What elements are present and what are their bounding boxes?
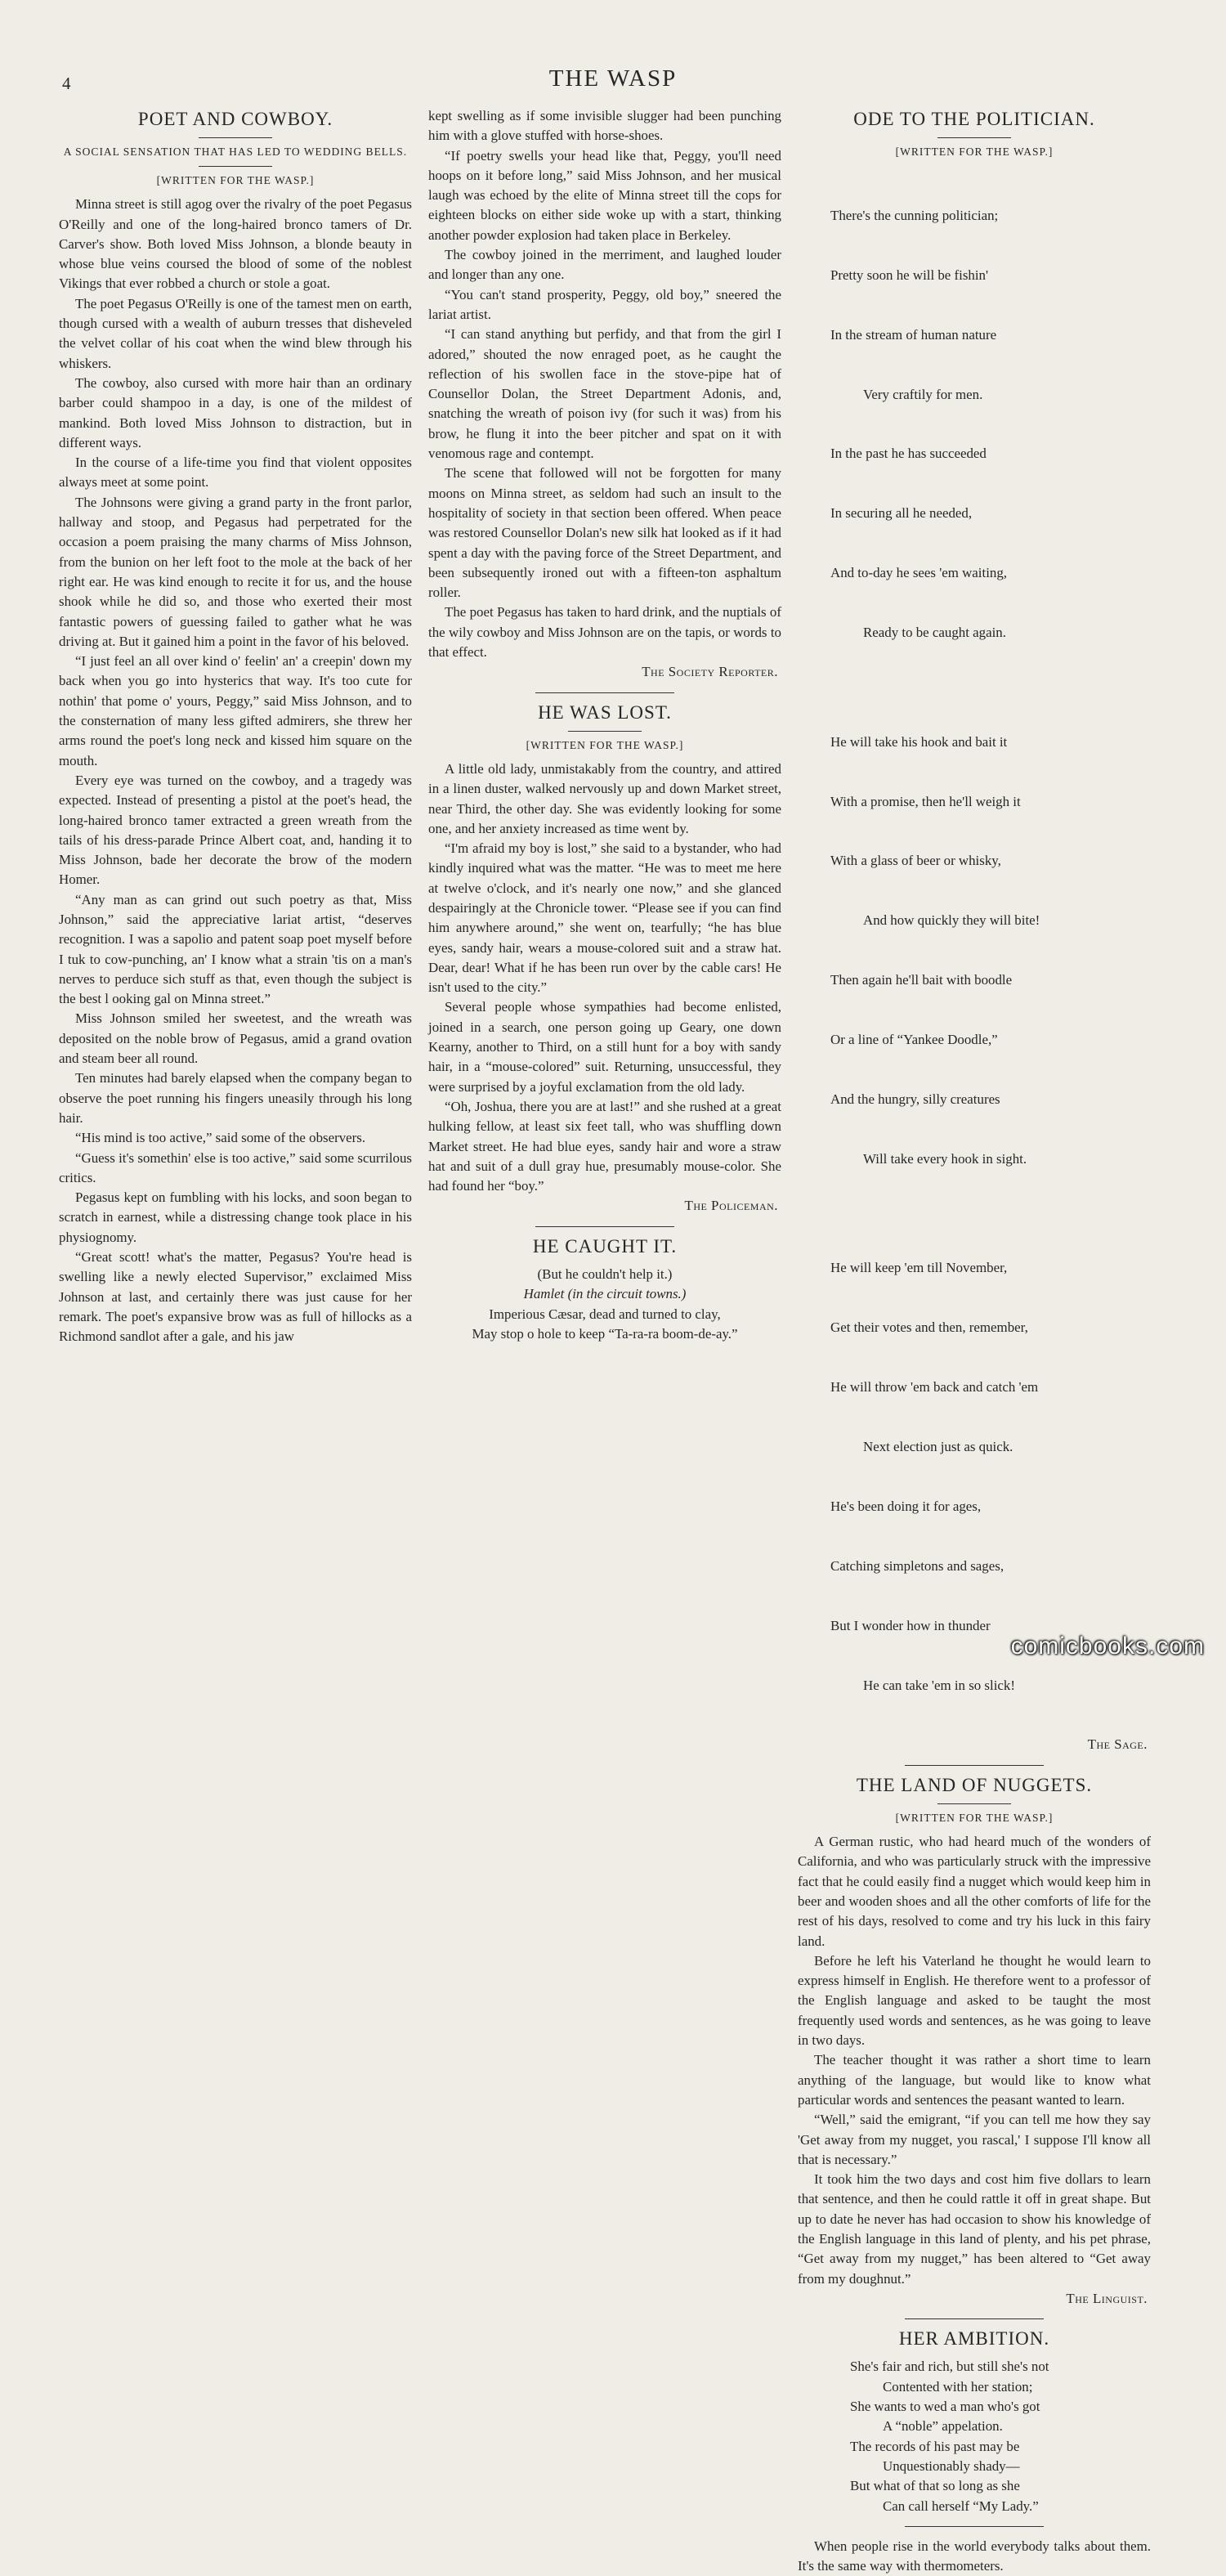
article-title: ODE TO THE POLITICIAN. xyxy=(853,109,1095,129)
verse-line: In securing all he needed, xyxy=(830,505,973,522)
verse-line: There's the cunning politician; xyxy=(830,207,999,223)
divider xyxy=(199,166,272,167)
paragraph: “His mind is too active,” said some of the observers. xyxy=(75,1130,366,1146)
paragraph: “I just feel an all over kind o' feelin' an' a creepin' down my back when you go into hysterics that way. It's too cute for nothin' that pome o' yours, Peggy,” said Miss Johnson, and to the consternation of many less gifted admirers, she threw her arms round the poet's long neck and kissed him square on the mouth. xyxy=(59,653,412,768)
divider xyxy=(199,137,272,138)
divider xyxy=(535,692,674,693)
verse-line: He can take 'em in so slick! xyxy=(863,1677,1015,1693)
signature: The Linguist. xyxy=(1066,2290,1148,2306)
verse-line: Pretty soon he will be fishin' xyxy=(830,267,989,283)
paragraph: Miss Johnson smiled her sweetest, and the wreath was deposited on the noble brow of Pegasus, amid a grand ovation and steam beer all round. xyxy=(59,1010,412,1067)
verse-line: A “noble” appelation. xyxy=(883,2418,1003,2435)
column-1 xyxy=(59,106,412,1347)
verse-line: Can call herself “My Lady.” xyxy=(883,2498,1039,2514)
watermark: comicbooks.com xyxy=(1010,1633,1205,1660)
article-title: HER AMBITION. xyxy=(898,2328,1050,2350)
verse-line: Or a line of “Yankee Doodle,” xyxy=(830,1032,998,1048)
column-3 xyxy=(798,106,1151,2576)
verse-line: And the hungry, silly creatures xyxy=(830,1091,1000,1107)
paragraph: Ten minutes had barely elapsed when the company began to observe the poet running his fingers uneasily through his long hair. xyxy=(59,1070,412,1126)
article-title: HE WAS LOST. xyxy=(538,701,672,723)
paragraph: The cowboy joined in the merriment, and laughed louder and longer than any one. xyxy=(428,247,781,283)
paragraph: The poet Pegasus has taken to hard drink, and the nuptials of the wily cowboy and Miss Johnson are on the tapis, or words to that effect. xyxy=(428,604,781,661)
verse-line: She wants to wed a man who's got xyxy=(850,2399,1040,2415)
poem xyxy=(830,166,1151,1735)
paragraph: “If poetry swells your head like that, Peggy, you'll need hoops on it before long,” said Miss Johnson, and her musical laugh was echoed by the elite of Minna street till the cops for eighteen blocks on either side woke up with a start, thinking another powder explosion had taken place in Berkeley. xyxy=(428,147,781,243)
paragraph: Every eye was turned on the cowboy, and a tragedy was expected. Instead of presenting a pistol at the poet's head, the long-haired bronco tamer extracted a green wreath from the tails of his dress-parade Prince Albert coat, and, handing it to Miss Johnson, bade her decorate the brow of the modern Homer. xyxy=(59,772,412,888)
verse-line: Then again he'll bait with boodle xyxy=(830,972,1013,988)
paragraph: “I can stand anything but perfidy, and that from the girl I adored,” shouted the now enraged poet, as he caught the reflection of his swollen face in the stove-pipe hat of Counsellor Dolan, the Street Department Adonis, and, snatching the wreath of poison ivy (for such it was) from his brow, he flung it into the beer pitcher and spat on it with venomous rage and contempt. xyxy=(428,326,781,462)
written-for-line: [WRITTEN FOR THE WASP.] xyxy=(895,146,1054,159)
divider xyxy=(905,2526,1044,2527)
paragraph: Pegasus kept on fumbling with his locks, and soon began to scratch in earnest, while a distressing change took place in his physiognomy. xyxy=(59,1189,412,1245)
paragraph: “Any man as can grind out such poetry as that, Miss Johnson,” said the appreciative lariat artist, “deserves recognition. I was a sapolio and patent soap poet myself before I tuk to cow-punching, an' I know what a strain 'tis on a man's nerves to perduce sich stuff as that, even though the subject is the best l ooking gal on Minna street.” xyxy=(59,891,412,1007)
verse-line: Catching simpletons and sages, xyxy=(830,1557,1005,1574)
written-for-line: [WRITTEN FOR THE WASP.] xyxy=(895,1812,1054,1825)
paragraph: Several people whose sympathies had become enlisted, joined in a search, one person going up Geary, one down Kearny, another to Third, on a still hunt for a boy with sandy hair, in a “mouse-colored” suit. Returning, unsuccessful, they were surprised by a joyful exclamation from the old lady. xyxy=(428,999,781,1095)
verse-line: Get their votes and then, remember, xyxy=(830,1319,1028,1336)
paragraph: “Guess it's somethin' else is too active,” said some scurrilous critics. xyxy=(59,1149,412,1185)
paragraph: A little old lady, unmistakably from the country, and attired in a linen duster, walked nervously up and down Market street, near Third, the other day. She was evidently looking for some one, and her anxiety increased as time went by. xyxy=(428,760,781,836)
verse-line: He's been doing it for ages, xyxy=(830,1498,982,1514)
page-number: 4 xyxy=(62,74,71,93)
divider xyxy=(535,1226,674,1227)
verse-line: With a promise, then he'll weigh it xyxy=(830,793,1021,809)
verse-line: The records of his past may be xyxy=(850,2438,1020,2454)
verse-line: Contented with her station; xyxy=(883,2378,1033,2395)
verse-line: Very craftily for men. xyxy=(863,386,983,402)
verse-line: May stop o hole to keep “Ta-ra-ra boom-de-ay.” xyxy=(472,1325,738,1342)
paragraph: In the course of a life-time you find that violent opposites always meet at some point. xyxy=(59,455,412,491)
poem xyxy=(850,2357,1151,2516)
divider xyxy=(905,2318,1044,2319)
stanza xyxy=(830,692,1151,1209)
written-for-line: [WRITTEN FOR THE WASP.] xyxy=(156,174,315,187)
verse-line: In the past he has succeeded xyxy=(830,446,987,462)
verse-line: Will take every hook in sight. xyxy=(863,1150,1027,1167)
divider xyxy=(568,731,642,732)
closing-paragraph: When people rise in the world everybody talks about them. It's the same way with thermometers. xyxy=(798,2538,1151,2574)
article-title: HE CAUGHT IT. xyxy=(532,1235,678,1257)
verse-line: Imperious Cæsar, dead and turned to clay, xyxy=(489,1306,721,1322)
verse-line: Unquestionably shady— xyxy=(883,2457,1020,2474)
paragraph: “I'm afraid my boy is lost,” she said to a bystander, who had kindly inquired what was the matter. “He was to meet me here at twelve o'clock, and it's nearly one now,” and she glanced despairingly at the Chronicle tower. “Please see if you can find him anywhere around,” she went on, tearfully; “he has blue eyes, sandy hair, wears a mouse-colored suit and a straw hat. Dear, dear! What if he has been run over by the cable cars! He isn't used to the city.” xyxy=(428,840,781,996)
divider xyxy=(937,137,1011,138)
column-2 xyxy=(428,106,781,1344)
verse-line: He will keep 'em till November, xyxy=(830,1260,1008,1276)
paragraph: Before he left his Vaterland he thought he would learn to express himself in English. He therefore went to a professor of the English language and asked to be taught the most frequently used words and sentences, as he was going to leave in two days. xyxy=(798,1952,1151,2049)
verse-line: And how quickly they will bite! xyxy=(863,912,1040,929)
signature: The Society Reporter. xyxy=(642,664,778,680)
verse-line: With a glass of beer or whisky, xyxy=(830,853,1001,869)
paragraph: “Great scott! what's the matter, Pegasus? You're head is swelling like a newly elected Supervisor,” exclaimed Miss Johnson at last, and certainly there was just cause for her remark. The poet's expansive brow was as full of hillocks as a Richmond sandlot after a gale, and his jaw xyxy=(59,1249,412,1345)
verse-line: He will throw 'em back and catch 'em xyxy=(830,1379,1039,1396)
paragraph: The teacher thought it was rather a short time to learn anything of the language, but would like to know what particular words and sentences the peasant wanted to learn. xyxy=(798,2052,1151,2108)
caption-line: (But he couldn't help it.) xyxy=(537,1266,673,1283)
article-subtitle: A SOCIAL SENSATION THAT HAS LED TO WEDDING BELLS. xyxy=(63,146,408,159)
paragraph: kept swelling as if some invisible slugger had been punching him with a glove stuffed with horse-shoes. xyxy=(428,108,781,144)
verse-line: She's fair and rich, but still she's not xyxy=(850,2359,1049,2375)
divider xyxy=(905,1765,1044,1766)
verse-line: But I wonder how in thunder xyxy=(830,1617,991,1633)
signature: The Sage. xyxy=(1087,1736,1148,1753)
article-title: POET AND COWBOY. xyxy=(137,109,333,129)
paragraph: It took him the two days and cost him five dollars to learn that sentence, and then he could rattle it off in great shape. But up to date he never has had occasion to show his knowledge of the English language in this land of plenty, and his pet phrase, “Get away from my nugget,” has been altered to “Get away from my doughnut.” xyxy=(798,2171,1151,2287)
verse-line: Ready to be caught again. xyxy=(863,625,1006,641)
signature: The Policeman. xyxy=(684,1198,778,1214)
paragraph: The poet Pegasus O'Reilly is one of the tamest men on earth, though cursed with a wealth of auburn tresses that disheveled the velvet collar of his coat when the wind blew through his whiskers. xyxy=(59,295,412,371)
paragraph: A German rustic, who had heard much of the wonders of California, and who was particularly struck with the impressive fact that he could easily find a nugget which would keep him in beer and wooden shoes and all the other comforts of life for the rest of his days, resolved to come and try his luck in this fairy land. xyxy=(798,1834,1151,1949)
verse-line: In the stream of human nature xyxy=(830,326,997,343)
article-title: THE LAND OF NUGGETS. xyxy=(856,1774,1093,1795)
paragraph: The cowboy, also cursed with more hair than an ordinary barber could shampoo in a day, is one of the mildest of mankind. Both loved Miss Johnson to distraction, but in different ways. xyxy=(59,374,412,450)
stanza xyxy=(830,166,1151,683)
paragraph: “Oh, Joshua, there you are at last!” and she rushed at a great hulking fellow, at least six feet tall, who was shuffling down Market street. He had blue eyes, sandy hair and wore a straw hat and suit of a dull gray hue, presumably mouse-color. She had found her “boy.” xyxy=(428,1098,781,1194)
verse-line: He will take his hook and bait it xyxy=(830,733,1008,750)
caption-line: Hamlet (in the circuit towns.) xyxy=(523,1286,687,1302)
paragraph: Minna street is still agog over the rivalry of the poet Pegasus O'Reilly and one of the long-haired bronco tamers of Dr. Carver's show. Both loved Miss Johnson, a blonde beauty in whose blue veins coursed the blood of some of the noblest Vikings that ever robbed a church or stole a goat. xyxy=(59,196,412,292)
paragraph: The scene that followed will not be forgotten for many moons on Minna street, as seldom had such an insult to the hospitality of society in that section been offered. When peace was restored Counsellor Dolan's new silk hat looked as if it had spent a day with the paving force of the Street Department, and been subsequently ironed out with a fifteen-ton asphaltum roller. xyxy=(428,465,781,601)
paragraph: “You can't stand prosperity, Peggy, old boy,” sneered the lariat artist. xyxy=(428,286,781,322)
masthead-title: THE WASP xyxy=(548,65,678,92)
paragraph: The Johnsons were giving a grand party in the front parlor, hallway and stoop, and Pegasus had perpetrated for the occasion a poem praising the many charms of Miss Johnson, from the bunion on her left foot to the mole at the back of her right ear. He was kind enough to recite it for us, and the house shook while he did so, and those who exerted their most fantastic powers of guessing failed to gather what he was driving at. But it gained him a point in the favor of his beloved. xyxy=(59,494,412,649)
verse-line: Next election just as quick. xyxy=(863,1439,1013,1454)
verse-line: But what of that so long as she xyxy=(850,2478,1020,2494)
paragraph: “Well,” said the emigrant, “if you can tell me how they say 'Get away from my nugget, you rascal,' I suppose I'll know all that is necessary.” xyxy=(798,2112,1151,2167)
verse-line: And to-day he sees 'em waiting, xyxy=(830,565,1007,581)
written-for-line: [WRITTEN FOR THE WASP.] xyxy=(526,738,684,751)
divider xyxy=(937,1803,1011,1804)
